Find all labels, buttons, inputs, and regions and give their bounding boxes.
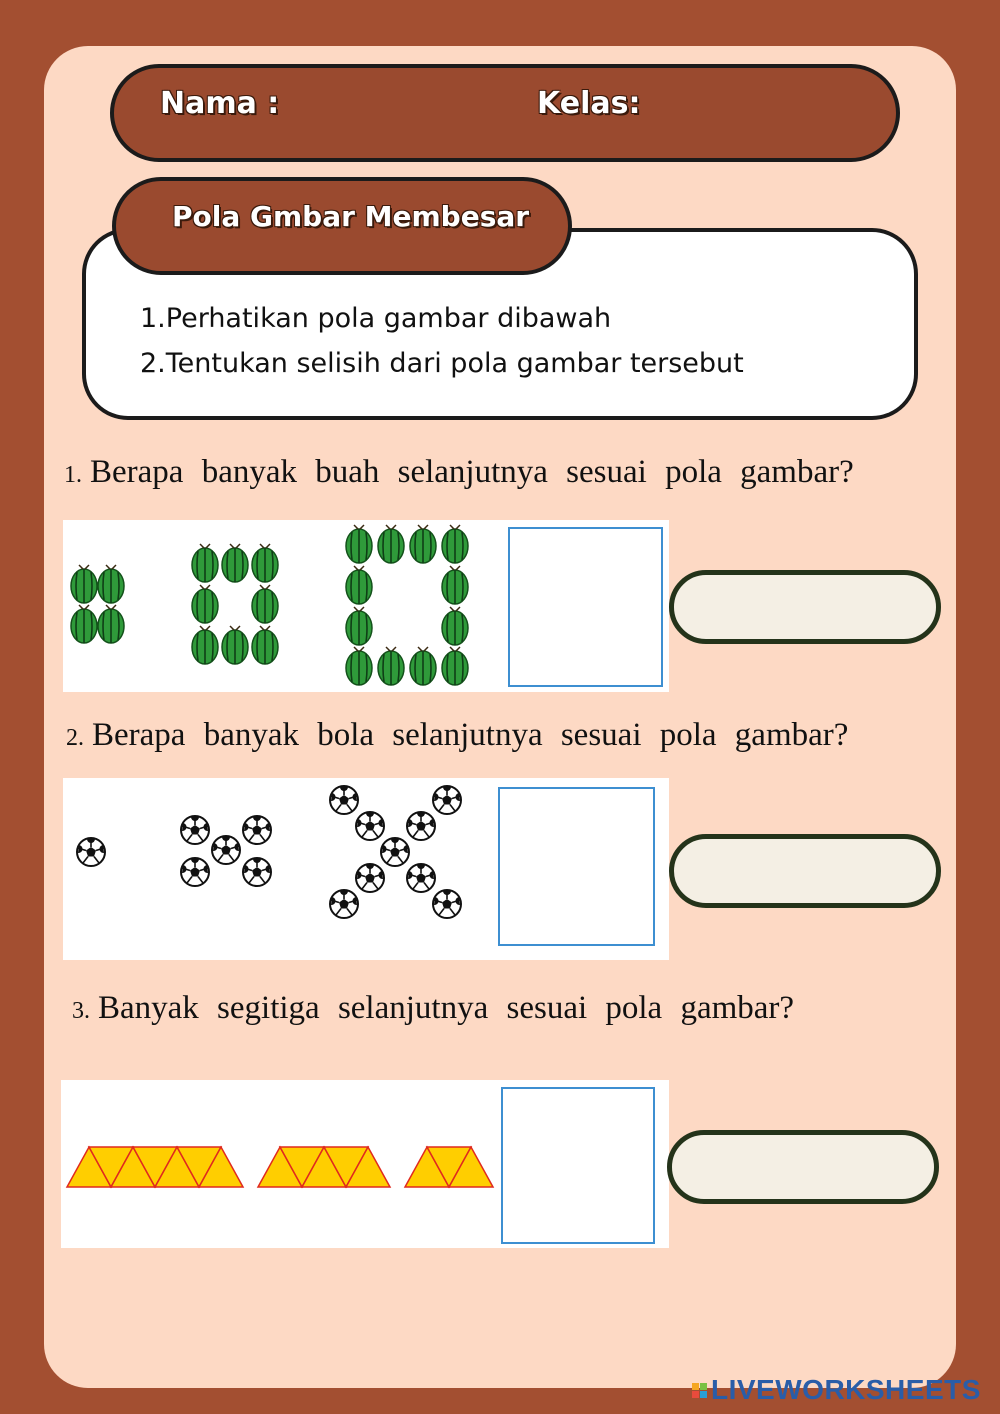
watermelon xyxy=(222,544,248,582)
instruction-2: 2.Tentukan selisih dari pola gambar tersebut xyxy=(140,348,744,379)
soccer-ball xyxy=(181,858,209,886)
question-2-text: Berapa banyak bola selanjutnya sesuai pola gambar? xyxy=(92,717,849,753)
watermelon xyxy=(71,605,97,643)
watermelon xyxy=(442,525,468,563)
soccer-ball xyxy=(212,836,240,864)
ball-pattern-figure xyxy=(63,778,669,960)
soccer-ball xyxy=(381,838,409,866)
watermelon xyxy=(252,544,278,582)
question-1-number: 1. xyxy=(64,462,82,488)
question-1-text: Berapa banyak buah selanjutnya sesuai pola gambar? xyxy=(90,454,854,490)
question-3 xyxy=(72,990,794,1027)
liveworksheets-watermark xyxy=(692,1374,981,1406)
soccer-ball xyxy=(243,858,271,886)
ball-group-3 xyxy=(330,786,461,918)
triangle-group-3 xyxy=(405,1147,493,1187)
next-pattern-box-3 xyxy=(502,1088,654,1243)
watermelon xyxy=(98,605,124,643)
watermelon xyxy=(442,647,468,685)
soccer-ball xyxy=(77,838,105,866)
next-pattern-box-2 xyxy=(499,788,654,945)
watermelon xyxy=(346,607,372,645)
question-3-number: 3. xyxy=(72,998,90,1024)
watermark-text: LIVEWORKSHEETS xyxy=(711,1374,981,1405)
watermelon xyxy=(410,647,436,685)
watermelon-group-1 xyxy=(71,565,124,643)
watermelon xyxy=(378,647,404,685)
watermelon xyxy=(410,525,436,563)
watermelon xyxy=(192,544,218,582)
watermelon xyxy=(192,585,218,623)
worksheet-title: Pola Gmbar Membesar xyxy=(172,200,530,233)
watermelon xyxy=(98,565,124,603)
watermelon-pattern-panel xyxy=(63,520,669,692)
watermelon xyxy=(222,626,248,664)
triangle-pattern-panel xyxy=(61,1080,669,1248)
answer-field-2[interactable] xyxy=(669,834,941,908)
soccer-ball xyxy=(433,786,461,814)
soccer-ball xyxy=(330,786,358,814)
soccer-ball xyxy=(433,890,461,918)
question-1 xyxy=(64,454,854,491)
watermelon-group-3 xyxy=(346,525,468,685)
class-label: Kelas: xyxy=(537,86,641,121)
watermelon xyxy=(378,525,404,563)
watermelon xyxy=(442,566,468,604)
question-3-text: Banyak segitiga selanjutnya sesuai pola gambar? xyxy=(98,990,795,1026)
watermelon xyxy=(252,626,278,664)
soccer-ball xyxy=(330,890,358,918)
triangle-group-1 xyxy=(67,1147,243,1187)
watermelon xyxy=(192,626,218,664)
ball-group-2 xyxy=(181,816,271,886)
soccer-ball xyxy=(407,812,435,840)
answer-field-1[interactable] xyxy=(669,570,941,644)
name-label: Nama : xyxy=(160,86,280,121)
question-2 xyxy=(66,717,848,754)
triangle-pattern-figure xyxy=(61,1080,669,1248)
instruction-1: 1.Perhatikan pola gambar dibawah xyxy=(140,303,612,334)
liveworksheets-logo-icon xyxy=(692,1383,707,1398)
watermelon xyxy=(71,565,97,603)
next-pattern-box-1 xyxy=(509,528,662,686)
soccer-ball xyxy=(181,816,209,844)
watermelon xyxy=(346,525,372,563)
watermelon-group-2 xyxy=(192,544,278,664)
ball-group-1 xyxy=(77,838,105,866)
soccer-ball xyxy=(407,864,435,892)
answer-field-3[interactable] xyxy=(667,1130,939,1204)
watermelon xyxy=(346,647,372,685)
watermelon xyxy=(346,566,372,604)
soccer-ball xyxy=(243,816,271,844)
soccer-ball xyxy=(356,864,384,892)
watermelon-pattern-figure xyxy=(63,520,669,692)
question-2-number: 2. xyxy=(66,725,84,751)
ball-pattern-panel xyxy=(63,778,669,960)
watermelon xyxy=(442,607,468,645)
triangle-group-2 xyxy=(258,1147,390,1187)
soccer-ball xyxy=(356,812,384,840)
watermelon xyxy=(252,585,278,623)
